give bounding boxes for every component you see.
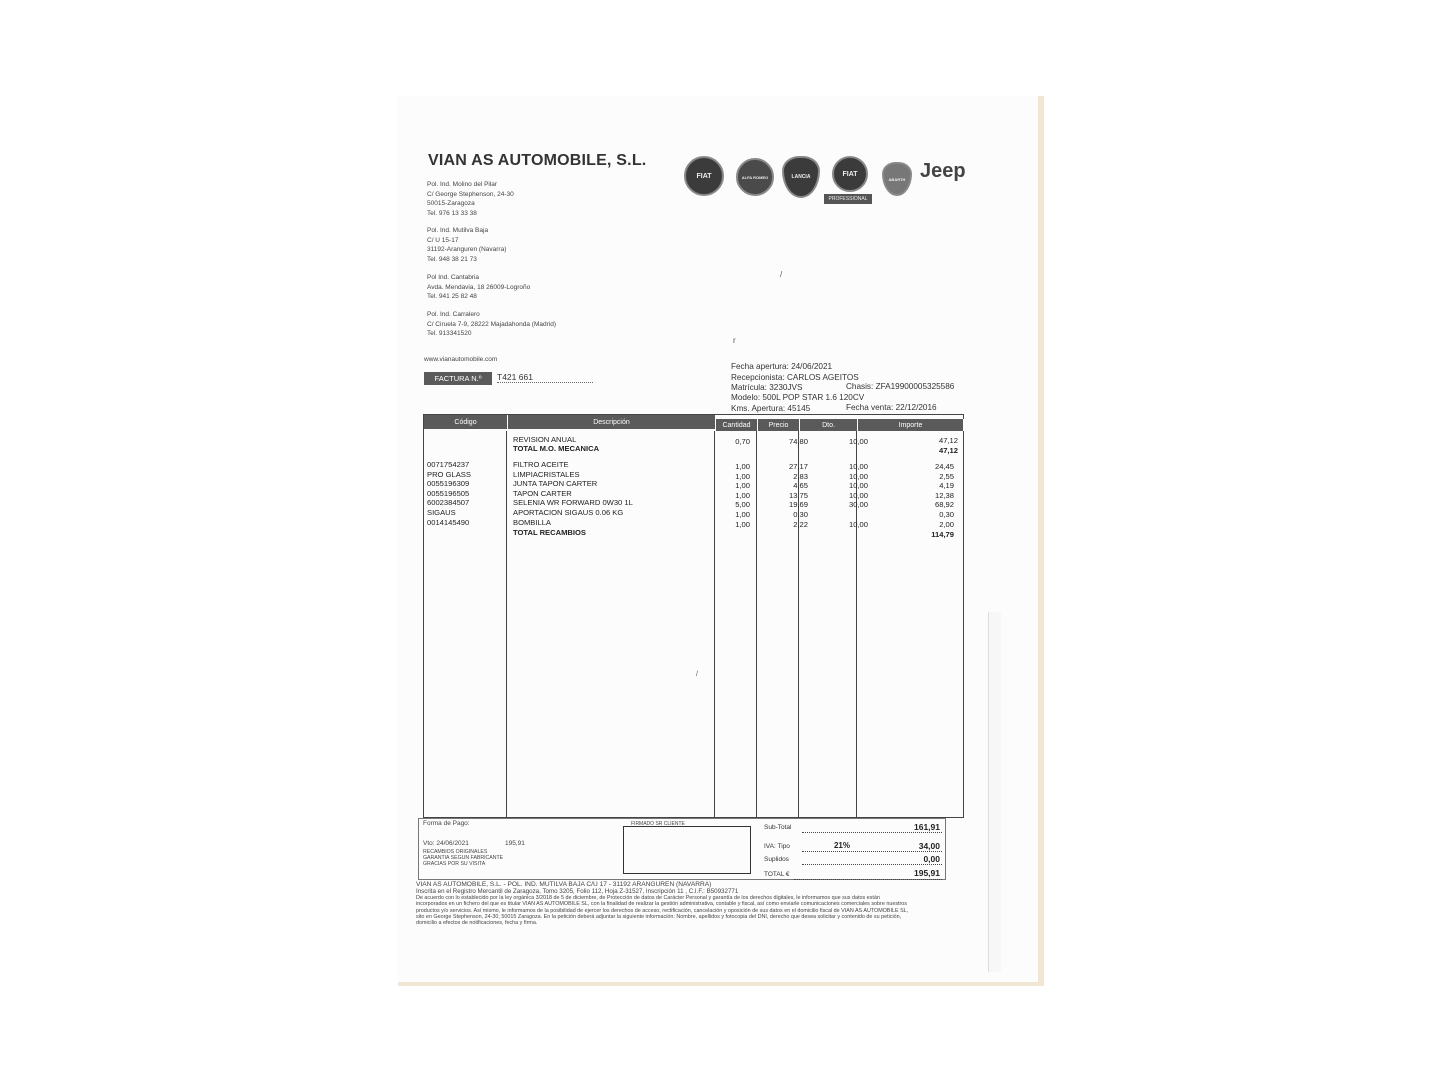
part-importe: 12,38 bbox=[934, 490, 954, 500]
part-precio: 13,75 bbox=[788, 490, 808, 500]
part-importe: 2,55 bbox=[939, 471, 954, 481]
alfa-romeo-logo: ALFA ROMEO bbox=[736, 158, 774, 196]
address-madrid bbox=[427, 310, 556, 339]
iva-rate: 21% bbox=[833, 841, 850, 850]
part-cantidad: 1,00 bbox=[735, 481, 750, 491]
part-precio: 2,83 bbox=[793, 471, 808, 481]
part-dto: 10,00 bbox=[848, 471, 868, 481]
header-cantidad: Cantidad bbox=[716, 419, 758, 431]
note-line: GRACIAS POR SU VISITA bbox=[423, 861, 486, 867]
company-name: VIAN AS AUTOMOBILE, S.L. bbox=[428, 152, 647, 169]
header-codigo: Código bbox=[424, 415, 508, 429]
address-line: Tel. 913341520 bbox=[427, 330, 472, 337]
column-divider bbox=[714, 431, 715, 817]
iva-amount: 34,00 bbox=[918, 841, 940, 851]
vencimiento: Vto: 24/06/2021 bbox=[423, 840, 469, 847]
column-divider bbox=[506, 431, 507, 817]
suplidos-value: 0,00 bbox=[923, 854, 940, 864]
part-cantidad: 1,00 bbox=[735, 490, 750, 500]
address-line: Tel. 941 25 82 48 bbox=[427, 293, 477, 300]
iva-leader bbox=[802, 851, 942, 852]
jeep-logo: Jeep bbox=[920, 160, 966, 182]
part-cantidad: 1,00 bbox=[735, 462, 750, 471]
parts-total-label: TOTAL RECAMBIOS bbox=[513, 528, 586, 537]
table-header bbox=[424, 415, 963, 429]
part-descripcion: BOMBILLA bbox=[513, 517, 551, 527]
part-dto: 10,00 bbox=[848, 490, 868, 500]
labor-importe: 47,12 bbox=[938, 436, 958, 445]
address-line: Pol. Ind. Carralero bbox=[427, 311, 480, 318]
labor-total-label: TOTAL M.O. MECANICA bbox=[513, 444, 600, 453]
part-codigo: 0071754237 bbox=[427, 460, 470, 469]
header-importe: Importe bbox=[858, 419, 964, 431]
invoice-number: T421 661 bbox=[497, 372, 593, 383]
footer-registry: Inscrita en el Registro Mercantil de Zaragoza, Tomo 3205, Folio 112, Hoja Z-31527, Inscripción 11 , C.I.F.: B50932771 bbox=[416, 888, 739, 895]
part-cantidad: 5,00 bbox=[735, 500, 750, 510]
total-leader bbox=[794, 879, 942, 880]
parts-total-value: 114,79 bbox=[931, 530, 954, 539]
part-precio: 4,65 bbox=[793, 481, 808, 491]
subtotal-leader bbox=[802, 832, 942, 833]
suplidos-leader bbox=[802, 864, 942, 865]
address-line: Avda. Mendavia, 18 26009-Logroño bbox=[427, 283, 531, 291]
labor-description: REVISION ANUAL bbox=[513, 435, 577, 444]
chasis: Chasis: ZFA19900005325586 bbox=[846, 382, 955, 391]
total-value: 195,91 bbox=[914, 868, 940, 878]
address-line: Tel. 976 13 33 38 bbox=[427, 209, 477, 217]
part-descripcion: FILTRO ACEITE bbox=[513, 460, 569, 469]
vencimiento-amount: 195,91 bbox=[505, 840, 525, 847]
part-dto: 10,00 bbox=[848, 481, 868, 491]
part-descripcion: JUNTA TAPON CARTER bbox=[513, 479, 598, 489]
kms-apertura: Kms. Apertura: 45145 bbox=[731, 404, 811, 413]
part-importe: 0,30 bbox=[939, 510, 954, 519]
labor-total-value: 47,12 bbox=[938, 446, 958, 455]
part-codigo: 0014145490 bbox=[427, 517, 470, 527]
firmado-label: FIRMADO SR CLIENTE bbox=[631, 821, 685, 827]
factura-label: FACTURA N.º bbox=[424, 372, 492, 385]
header-dto: Dto. bbox=[800, 419, 858, 431]
address-zaragoza bbox=[427, 180, 514, 218]
address-line: 50015-Zaragoza bbox=[427, 200, 475, 207]
recepcionista: Recepcionista: CARLOS AGEITOS bbox=[731, 373, 859, 382]
part-importe: 2,00 bbox=[939, 519, 954, 529]
matricula: Matrícula: 3230JVS bbox=[731, 383, 803, 392]
part-descripcion: APORTACION SIGAUS 0.06 KG bbox=[513, 508, 624, 517]
address-line: Pol. Ind. Molino del Pilar bbox=[427, 181, 498, 188]
address-logrono bbox=[427, 273, 530, 302]
scan-mark: r bbox=[733, 336, 736, 345]
part-codigo: 0055196309 bbox=[427, 479, 470, 489]
part-importe: 24,45 bbox=[934, 462, 954, 471]
forma-pago-label: Forma de Pago: bbox=[423, 820, 470, 827]
part-cantidad: 1,00 bbox=[735, 519, 750, 529]
legal-line: sito en George Stephenson, 24-30, 50015 Zaragoza. En la petición deberá adjuntar la siguiente información: Nombre, apellidos y fotocopia del DNI, derecho que desea solicitar y contenido de su petición, bbox=[416, 913, 902, 920]
fecha-venta: Fecha venta: 22/12/2016 bbox=[846, 403, 937, 412]
legal-line: domicilio a efectos de notificaciones, fecha y firma. bbox=[416, 920, 538, 927]
note-line: RECAMBIOS ORIGINALES bbox=[423, 849, 488, 855]
payment-notes bbox=[423, 849, 503, 867]
part-precio: 0,30 bbox=[793, 510, 808, 519]
part-codigo: PRO GLASS bbox=[427, 469, 471, 479]
part-cantidad: 1,00 bbox=[735, 471, 750, 481]
underlying-page-edge bbox=[988, 612, 1001, 972]
part-importe: 4,19 bbox=[939, 481, 954, 491]
address-line: C/ George Stephenson, 24-30 bbox=[427, 190, 514, 198]
part-importe: 68,92 bbox=[934, 500, 954, 510]
header-precio: Precio bbox=[758, 419, 800, 431]
labor-dto: 10,00 bbox=[848, 437, 868, 446]
part-precio: 19,69 bbox=[788, 500, 808, 510]
legal-line: incorporados en un fichero del que es titular VIAN AS AUTOMOBILE SL, con la finalidad de realizar la gestión administrativa, contable y fiscal, así como enviarle comunicaciones comerciales sobre nuestros bbox=[416, 901, 907, 908]
part-dto: 10,00 bbox=[848, 519, 868, 529]
brand-logos bbox=[684, 154, 984, 210]
abarth-logo: ABARTH bbox=[882, 162, 912, 196]
footer-legal-text bbox=[416, 895, 986, 926]
part-precio: 2,22 bbox=[793, 519, 808, 529]
labor-precio: 74,80 bbox=[788, 437, 808, 446]
labor-cantidad: 0,70 bbox=[735, 437, 750, 446]
legal-line: De acuerdo con lo establecido por la ley orgánica 3/2018 de 5 de diciembre, de Protección de datos de Carácter Personal y garantía de los derechos digitales, le informamos que sus datos están bbox=[416, 895, 880, 901]
suplidos-label: Suplidos bbox=[764, 856, 789, 863]
part-descripcion: TAPON CARTER bbox=[513, 488, 572, 498]
modelo: Modelo: 500L POP STAR 1.6 120CV bbox=[731, 393, 865, 402]
part-precio: 27,17 bbox=[788, 462, 808, 471]
professional-badge: PROFESSIONAL bbox=[824, 194, 872, 204]
legal-line: productos y/o servicios. Así mismo, le informamos de la posibilidad de ejercer los derechos de acceso, rectificación, cancelación y oposición de sus datos en el domicilio fiscal de VIAN AS AUTOMOBILE SL, bbox=[416, 907, 909, 914]
address-line: 31192-Aranguren (Navarra) bbox=[427, 246, 507, 253]
part-descripcion: LIMPIACRISTALES bbox=[513, 469, 580, 479]
subtotal-label: Sub-Total bbox=[764, 824, 792, 831]
part-codigo: 0055196505 bbox=[427, 488, 470, 498]
part-codigo: 6002384507 bbox=[427, 498, 470, 508]
fiat-professional-logo: FIAT bbox=[832, 156, 868, 192]
scan-mark: / bbox=[696, 671, 698, 678]
address-line: C/ U 15-17 bbox=[427, 236, 459, 244]
website: www.vianautomobile.com bbox=[424, 356, 498, 363]
column-divider bbox=[756, 431, 757, 817]
address-navarra bbox=[427, 226, 506, 264]
customer-signature-box bbox=[623, 826, 751, 874]
part-dto: 30,00 bbox=[848, 500, 868, 510]
fecha-apertura: Fecha apertura: 24/06/2021 bbox=[731, 362, 833, 371]
address-line: Pol Ind. Cantabria bbox=[427, 274, 480, 281]
lancia-logo: LANCIA bbox=[782, 156, 820, 198]
address-line: Tel. 948 38 21 73 bbox=[427, 255, 477, 263]
note-line: GARANTIA SEGUN FABRICANTE bbox=[423, 855, 504, 861]
part-codigo: SIGAUS bbox=[427, 508, 456, 517]
fiat-logo: FIAT bbox=[684, 156, 724, 196]
part-descripcion: SELENIA WR FORWARD 0W30 1L bbox=[513, 498, 633, 508]
footer-address: VIAN AS AUTOMOBILE, S.L. - POL. IND. MUTILVA BAJA C/U 17 - 31192 ARANGUREN (NAVARRA) bbox=[416, 881, 712, 888]
part-dto: 10,00 bbox=[848, 462, 868, 471]
total-label: TOTAL € bbox=[764, 871, 790, 878]
footer bbox=[416, 881, 986, 926]
address-line: Pol. Ind. Mutilva Baja bbox=[427, 227, 489, 234]
subtotal-value: 161,91 bbox=[914, 822, 940, 832]
header-descripcion: Descripción bbox=[508, 415, 716, 429]
address-line: C/ Ciruela 7-9, 28222 Majadahonda (Madrid) bbox=[427, 320, 556, 328]
part-cantidad: 1,00 bbox=[735, 510, 750, 519]
iva-label: IVA: Tipo bbox=[764, 843, 790, 850]
items-table bbox=[423, 414, 964, 818]
scan-mark: / bbox=[780, 270, 783, 279]
